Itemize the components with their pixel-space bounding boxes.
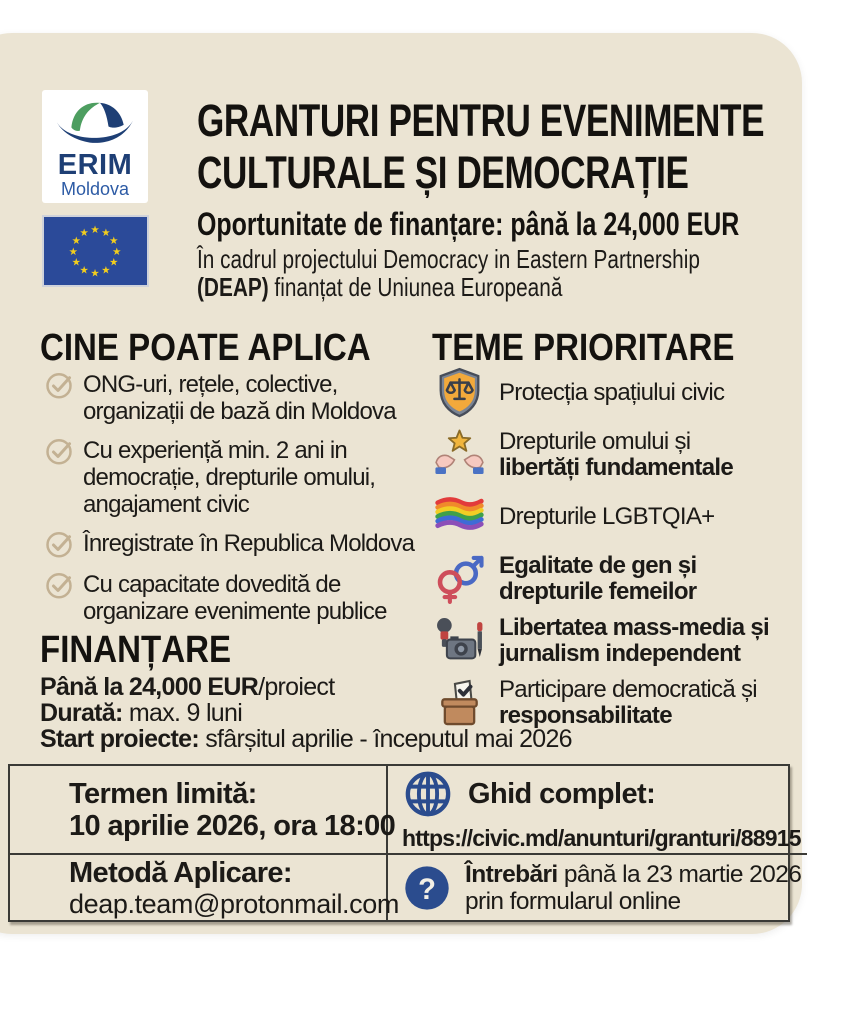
theme-item-text: Participare democratică și responsabilitate (499, 675, 757, 729)
globe-icon (402, 768, 454, 820)
method-value: deap.team@protonmail.com (69, 888, 399, 919)
questions-cell (388, 855, 807, 920)
deadline-value: 10 aprilie 2026, ora 18:00 (69, 809, 396, 842)
list-item (44, 437, 436, 518)
eu-flag (42, 215, 149, 287)
question-icon (402, 863, 452, 913)
eu-stars-icon (44, 217, 147, 285)
list-item (44, 571, 436, 625)
erim-logo-subtext: Moldova (60, 179, 130, 199)
media-freedom-icon (432, 613, 487, 668)
guide-cell (388, 766, 807, 855)
svg-text:?: ? (418, 873, 436, 906)
project-deap: (DEAP) (197, 272, 269, 302)
svg-text:★: ★ (68, 245, 78, 258)
erim-logo-icon (52, 97, 138, 151)
eligibility-item-text: Cu capacitate dovedită de organizare evenimente publice (83, 571, 387, 625)
project-line-2: finanțat de Uniunea Europeană (268, 272, 563, 302)
eligibility-item-text: Înregistrate în Republica Moldova (83, 530, 415, 557)
eligibility-list (44, 371, 436, 637)
themes-heading: TEME PRIORITARE (432, 327, 735, 369)
title-line-1: GRANTURI PENTRU EVENIMENTE (197, 95, 765, 146)
svg-text:★: ★ (101, 264, 111, 277)
svg-text:★: ★ (71, 234, 81, 247)
funding-amount: Până la 24,000 EUR/proiect (40, 673, 335, 701)
deadline-cell (10, 766, 396, 855)
theme-item-text: Egalitate de gen și drepturile femeilor (499, 551, 697, 605)
title-line-2: CULTURALE ȘI DEMOCRAȚIE (197, 147, 689, 198)
list-item (44, 371, 436, 425)
theme-item-text: Drepturile LGBTQIA+ (499, 502, 715, 530)
questions-line-2: prin formularul online (465, 887, 681, 915)
check-circle-icon (44, 570, 74, 600)
deadline-text (69, 778, 395, 842)
list-item (44, 530, 436, 559)
svg-text:★: ★ (109, 256, 119, 269)
funding-start: Start proiecte: sfârșitul aprilie - începutul mai 2026 (40, 725, 572, 753)
list-item (432, 427, 804, 482)
hands-star-icon (432, 427, 487, 482)
list-item (432, 489, 804, 544)
list-item (432, 365, 804, 420)
svg-text:★: ★ (79, 226, 89, 239)
gender-equality-icon (432, 551, 487, 606)
eligibility-item-text: ONG-uri, rețele, colective, organizații de bază din Moldova (83, 371, 396, 425)
contact-table (8, 764, 802, 922)
theme-item-text: Libertatea mass-media și jurnalism independent (499, 613, 769, 667)
rainbow-flag-icon (432, 489, 487, 544)
svg-text:★: ★ (90, 224, 100, 237)
deadline-label: Termen limită: (69, 777, 257, 810)
guide-label: Ghid complet: (468, 777, 656, 810)
funding-details (40, 674, 572, 752)
method-label: Metodă Aplicare: (69, 856, 292, 889)
check-circle-icon (44, 529, 74, 559)
funding-duration: Durată: max. 9 luni (40, 699, 243, 727)
svg-text:★: ★ (79, 264, 89, 277)
method-text (69, 857, 399, 919)
questions-label: Întrebări (465, 860, 558, 888)
theme-item-text: Drepturile omului și libertăți fundamentale (499, 427, 733, 481)
svg-text:★: ★ (112, 245, 122, 258)
check-circle-icon (44, 436, 74, 466)
funding-opportunity-subtitle: Oportunitate de finanțare: până la 24,000 EUR (197, 206, 740, 242)
project-line-1: În cadrul projectului Democracy in Eastern Partnership (197, 244, 700, 274)
svg-text:★: ★ (71, 256, 81, 269)
erim-logo-text: ERIM (57, 149, 133, 181)
erim-logo (42, 90, 148, 203)
list-item (432, 613, 804, 668)
application-method-cell (10, 855, 399, 920)
project-description (197, 245, 700, 301)
questions-text: Întrebări până la 23 martie 2026 prin formularul online (465, 860, 802, 915)
svg-text:★: ★ (90, 267, 100, 280)
svg-text:★: ★ (109, 234, 119, 247)
eligibility-heading: CINE POATE APLICA (40, 327, 371, 369)
list-item (432, 551, 804, 606)
eligibility-item-text: Cu experiență min. 2 ani in democrație, drepturile omului, angajament civic (83, 437, 376, 518)
guide-url: https://civic.md/anunturi/granturi/88915 (402, 824, 801, 851)
theme-item-text: Protecția spațiului civic (499, 378, 725, 406)
funding-heading: FINANȚARE (40, 629, 232, 671)
svg-text:★: ★ (101, 226, 111, 239)
shield-scales-icon (432, 365, 487, 420)
check-circle-icon (44, 370, 74, 400)
page-title (197, 95, 764, 199)
